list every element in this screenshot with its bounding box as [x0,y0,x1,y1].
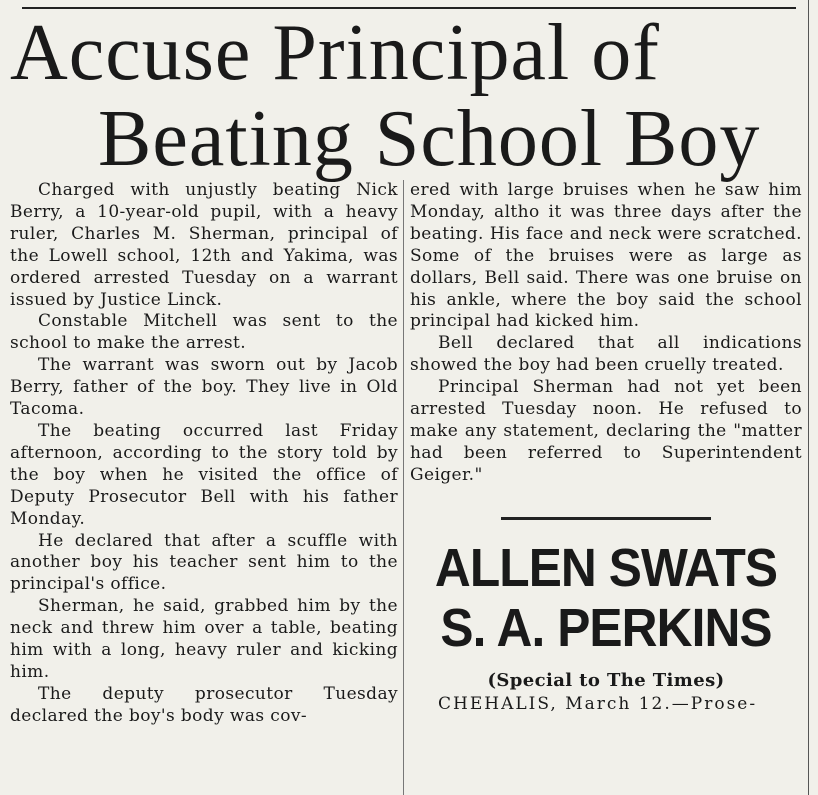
paragraph: The beating occurred last Friday afternoon, according to the story told by the boy when he visited the office of Deputy Prosecutor Bell with his father Monday. [10,420,398,529]
headline-line-2: Beating School Boy [98,95,761,183]
right-border [808,0,809,795]
column-divider [403,180,404,795]
paragraph: ered with large bruises when he saw him Monday, altho it was three days after the beating. His face and neck were scratched. Some of the bruises were as large as dollars, Bell said. There was one bruise on his ankle, where the boy said the school principal had kicked him. [410,180,802,332]
byline-credit: (Special to The Times) [487,669,725,691]
article-headline [10,10,800,182]
headline-line-1: Accuse Principal of [10,9,660,97]
paragraph: Sherman, he said, grabbed him by the neck and threw him over a table, beating him with a long, heavy ruler and kicking him. [10,596,398,682]
paragraph: Principal Sherman had not yet been arrested Tuesday noon. He refused to make any statement, declaring the "matter had been referred to Superintendent Geiger." [410,377,802,485]
paragraph: Charged with unjustly beating Nick Berry, a 10-year-old pupil, with a heavy ruler, Charles M. Sherman, principal of the Lowell school, 12th and Yakima, was ordered arrested Tuesday on a warrant issued by Justice Linck. [10,180,398,310]
paragraph: Constable Mitchell was sent to the school to make the arrest. [10,311,398,354]
paragraph: He declared that after a scuffle with another boy his teacher sent him to the principal's office. [10,530,398,595]
next-headline-line-2: S. A. PERKINS [440,597,772,658]
left-column [10,180,398,728]
next-headline-line-1: ALLEN SWATS [434,537,778,598]
paragraph: The deputy prosecutor Tuesday declared the boy's body was cov- [10,683,398,726]
right-column [410,180,802,716]
paragraph: Bell declared that all indications showed the boy had been cruelly treated. [410,333,802,376]
dateline: CHEHALIS, March 12.—Prose- [438,693,758,714]
paragraph: The warrant was sworn out by Jacob Berry, father of the boy. They live in Old Tacoma. [10,355,398,420]
next-article-headline [426,538,787,658]
section-divider [501,517,711,520]
